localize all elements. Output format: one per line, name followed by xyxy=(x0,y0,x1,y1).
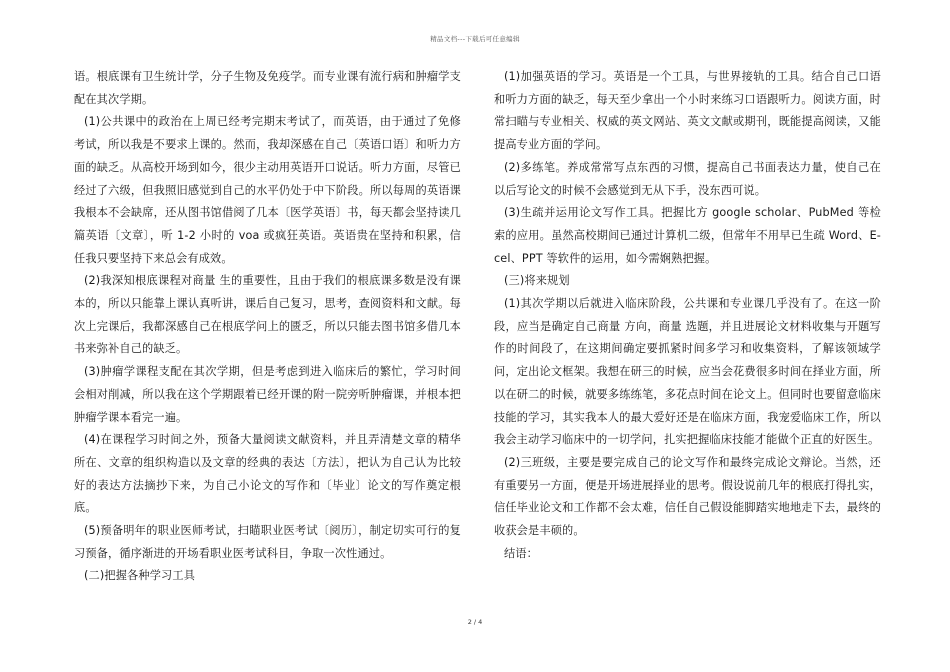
left-column xyxy=(74,66,461,588)
section-heading: (三)将来规划 xyxy=(504,274,570,288)
paragraph: (4)在课程学习时间之外，预备大量阅读文献资料，并且弄清楚文章的精华所在、文章的组织构造以及文章的经典的表达〔方法〕，把认为自己认为比较好的表达方法摘抄下来，为自己小论文的写作和〔毕业〕论文的写作奠定根底。 xyxy=(74,433,461,515)
section-heading: (二)把握各种学习工具 xyxy=(84,569,196,583)
paragraph: (1)加强英语的学习。英语是一个工具，与世界接轨的工具。结合自己口语和听力方面的缺乏，每天至少拿出一个小时来练习口语跟听力。阅读方面，时常扫瞄与专业相关、权威的英文网站、英文文献或期刊，既能提高阅读，又能提高专业方面的学问。 xyxy=(494,70,881,152)
paragraph: (1)公共课中的政治在上周已经考完期末考试了，而英语，由于通过了免修考试，所以我是不要求上课的。然而，我却深感在自己〔英语口语〕和听力方面的缺乏。从高校开场到如今，很少主动用英语开口说话。听力方面，尽管已经过了六级，但我照旧感觉到自己的水平仍处于中下阶段。所以每周的英语课我根本不会缺席，还从图书馆借阅了几本〔医学英语〕书，每天都会坚持读几篇英语〔文章〕，听 1-2 小时的 voa 或疯狂英语。英语贵在坚持和积累，信任我只要坚持下来总会有成效。 xyxy=(74,115,461,265)
paragraph: (3)肿瘤学课程支配在其次学期，但是考虑到进入临床后的繁忙，学习时间会相对削减，所以我在这个学期跟着已经开课的附一院旁听肿瘤课，并根本把肿瘤学课本看完一遍。 xyxy=(74,365,461,424)
paragraph: 语。根底课有卫生统计学，分子生物及免疫学。而专业课有流行病和肿瘤学支配在其次学期。 xyxy=(74,70,461,106)
paragraph: (3)生疏并运用论文写作工具。把握比方 google scholar、PubMed 等检索的应用。虽然高校期间已通过计算机二级，但常年不用早已生疏 Word、E-cel、PPT 等软件的运用，如今需娴熟把握。 xyxy=(494,206,881,265)
page-header: 精品文档---下载后可任意编辑 xyxy=(430,35,520,43)
paragraph: (2)多练笔。养成常常写点东西的习惯，提高自己书面表达力量，使自己在以后写论文的时候不会感觉到无从下手，没东西可说。 xyxy=(494,160,881,197)
paragraph: (5)预备明年的职业医师考试，扫瞄职业医考试〔阅历〕，制定切实可行的复习预备，循序渐进的开场看职业医考试科目，争取一次性通过。 xyxy=(74,524,461,560)
paragraph: (2)三班级，主要是要完成自己的论文写作和最终完成论文辩论。当然，还有重要另一方面，便是开场进展择业的思考。假设说前几年的根底打得扎实，信任毕业论文和工作都不会太难，信任自己假设能脚踏实地地走下去，最终的收获会是丰硕的。 xyxy=(494,455,881,538)
page-number: 2 / 4 xyxy=(467,618,483,626)
section-heading: 结语： xyxy=(504,546,539,560)
right-column xyxy=(494,66,881,565)
paragraph: (2)我深知根底课程对商量 生的重要性，且由于我们的根底课多数是没有课本的，所以只能靠上课认真听讲，课后自己复习，思考，查阅资料和文献。每次上完课后，我都深感自己在根底学问上的匮乏，所以只能去图书馆多借几本书来弥补自己的缺乏。 xyxy=(74,274,461,356)
paragraph: (1)其次学期以后就进入临床阶段，公共课和专业课几乎没有了。在这一阶段，应当是确定自己商量 方向，商量 选题，并且进展论文材料收集与开题写作的时间段了，在这期间确定要抓紧时间多学习和收集资料，了解该领域学问，定出论文框架。我想在研三的时候，应当会花费很多时间在择业方面，所以在研二的时候，就要多练练笔，多花点时间在论文上。但同时也要留意临床技能的学习，其实我本人的最大爱好还是在临床方面，我宠爱临床工作，所以我会主动学习临床中的一切学问，扎实把握临床技能才能做个正直的好医生。 xyxy=(494,297,881,447)
